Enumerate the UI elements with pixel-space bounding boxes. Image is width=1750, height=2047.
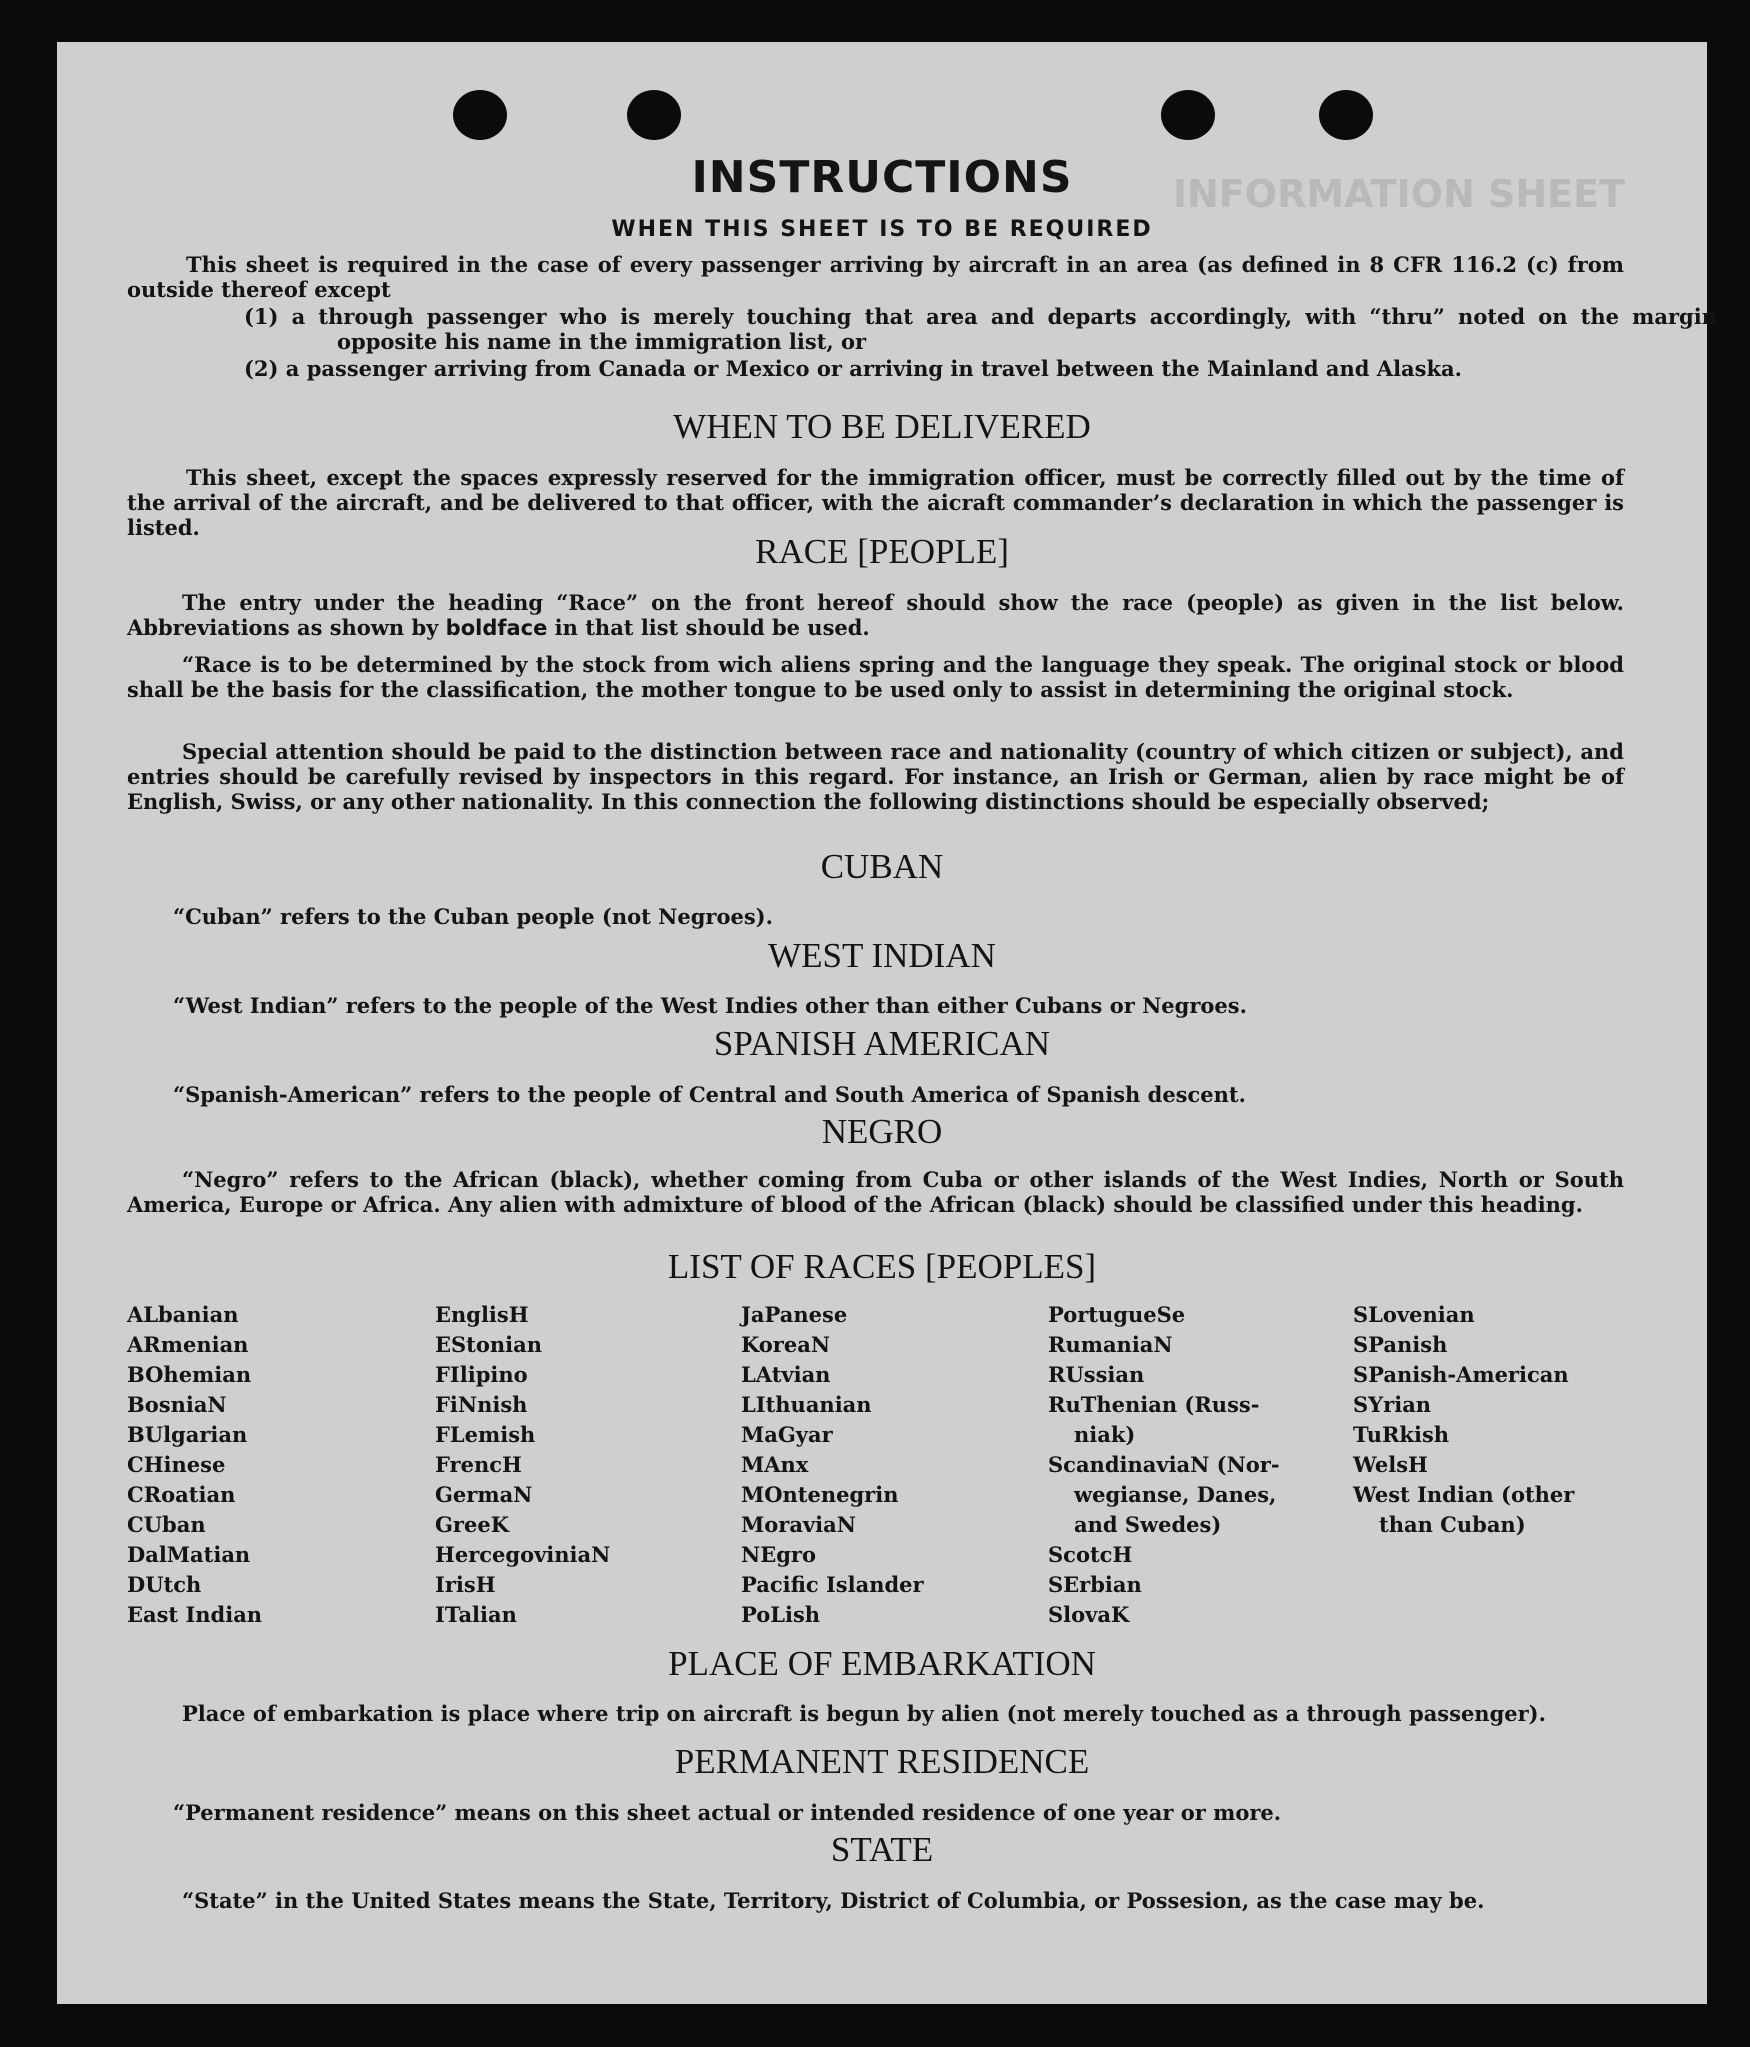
race-entry: ITalian bbox=[435, 1602, 517, 1627]
race-list-column-3 bbox=[741, 1300, 1041, 1630]
race-entry: SPanish-American bbox=[1353, 1362, 1569, 1387]
section-heading-negro: NEGRO bbox=[821, 1112, 943, 1151]
instruction-sheet bbox=[57, 42, 1717, 2004]
race-list-column-1 bbox=[127, 1300, 427, 1630]
punch-hole bbox=[1319, 90, 1373, 140]
section-heading-residence: PERMANENT RESIDENCE bbox=[674, 1742, 1090, 1781]
race-entry: CUban bbox=[127, 1512, 206, 1537]
punch-hole bbox=[453, 90, 507, 140]
punch-hole bbox=[1161, 90, 1215, 140]
race-entry: RumaniaN bbox=[1048, 1332, 1173, 1357]
race-list-column-5 bbox=[1353, 1300, 1653, 1540]
race-entry: PortugueSe bbox=[1048, 1302, 1186, 1327]
race-entry: ScandinaviaN (Nor- bbox=[1048, 1452, 1280, 1477]
race-paragraph-1: The entry under the heading “Race” on the front hereof should show the race (people) as given in the list below. Abbreviations as shown by boldface in that list should be used. bbox=[127, 590, 1624, 640]
race-entry: DalMatian bbox=[127, 1542, 251, 1567]
race-entry: SErbian bbox=[1048, 1572, 1142, 1597]
race-entry: wegianse, Danes, bbox=[1074, 1482, 1277, 1507]
race-entry: SLovenian bbox=[1353, 1302, 1475, 1327]
race-entry: than Cuban) bbox=[1379, 1512, 1526, 1537]
race-entry: SYrian bbox=[1353, 1392, 1432, 1417]
bleed-through-text: INFORMATION SHEET bbox=[1172, 172, 1625, 216]
race-entry: niak) bbox=[1074, 1422, 1136, 1447]
race-entry: BOhemian bbox=[127, 1362, 252, 1387]
page-title: INSTRUCTIONS bbox=[691, 152, 1073, 203]
race-entry: LIthuanian bbox=[741, 1392, 872, 1417]
race-entry: SPanish bbox=[1353, 1332, 1448, 1357]
race-entry: TuRkish bbox=[1353, 1422, 1450, 1447]
race-entry: ScotcH bbox=[1048, 1542, 1133, 1567]
race-entry: West Indian (other bbox=[1353, 1482, 1575, 1507]
race-entry: FIlipino bbox=[435, 1362, 528, 1387]
race-entry: DUtch bbox=[127, 1572, 202, 1597]
race-entry: JaPanese bbox=[741, 1302, 848, 1327]
race-entry: MOntenegrin bbox=[741, 1482, 899, 1507]
west-indian-text: “West Indian” refers to the people of the West Indies other than either Cubans or Negroes. bbox=[173, 993, 1247, 1018]
race-paragraph-3: Special attention should be paid to the distinction between race and nationality (country of which citizen or subject), and entries should be carefully revised by inspectors in this regard. For instance, an Irish or German, alien by race might be of English, Swiss, or any other nationality. In this connection the following distinctions should be especially observed; bbox=[127, 739, 1624, 814]
embarkation-text: Place of embarkation is place where trip on aircraft is begun by alien (not merely touched as a through passenger). bbox=[182, 1701, 1546, 1726]
race-entry: GermaN bbox=[435, 1482, 533, 1507]
race-entry: BUlgarian bbox=[127, 1422, 248, 1447]
race-entry: RuThenian (Russ- bbox=[1048, 1392, 1260, 1417]
race-entry: NEgro bbox=[741, 1542, 816, 1567]
state-text: “State” in the United States means the State, Territory, District of Columbia, or Possesion, as the case may be. bbox=[182, 1888, 1485, 1913]
race-entry: and Swedes) bbox=[1074, 1512, 1222, 1537]
race-entry: GreeK bbox=[435, 1512, 509, 1537]
race-entry: KoreaN bbox=[741, 1332, 831, 1357]
section-heading-delivered: WHEN TO BE DELIVERED bbox=[673, 407, 1091, 446]
section-heading-spanish-american: SPANISH AMERICAN bbox=[713, 1024, 1051, 1063]
race-entry: BosniaN bbox=[127, 1392, 227, 1417]
cuban-text: “Cuban” refers to the Cuban people (not Negroes). bbox=[173, 904, 773, 929]
race-entry: WelsH bbox=[1353, 1452, 1428, 1477]
race-entry: CHinese bbox=[127, 1452, 226, 1477]
race-entry: FiNnish bbox=[435, 1392, 528, 1417]
section-heading-state: STATE bbox=[830, 1830, 934, 1869]
race-entry: RUssian bbox=[1048, 1362, 1145, 1387]
section-heading-embarkation: PLACE OF EMBARKATION bbox=[668, 1644, 1096, 1683]
race-entry: HercegoviniaN bbox=[435, 1542, 611, 1567]
race-entry: CRoatian bbox=[127, 1482, 236, 1507]
race-list-column-2 bbox=[435, 1300, 735, 1630]
exception-1: (1) a through passenger who is merely touching that area and departs accordingly, with “thru” noted on the margin opposite his name in the immigration list, or bbox=[244, 304, 1717, 354]
page-subtitle: WHEN THIS SHEET IS TO BE REQUIRED bbox=[611, 217, 1153, 242]
race-entry: MoraviaN bbox=[741, 1512, 856, 1537]
negro-text: “Negro” refers to the African (black), whether coming from Cuba or other islands of the West Indies, North or South America, Europe or Africa. Any alien with admixture of blood of the African (black) should be classified under this heading. bbox=[127, 1167, 1624, 1217]
section-heading-list: LIST OF RACES [PEOPLES] bbox=[667, 1247, 1097, 1286]
race-entry: FrencH bbox=[435, 1452, 522, 1477]
race-entry: EStonian bbox=[435, 1332, 542, 1357]
race-entry: FLemish bbox=[435, 1422, 536, 1447]
intro-paragraph: This sheet is required in the case of every passenger arriving by aircraft in an area (as defined in 8 CFR 116.2 (c) from outside thereof except bbox=[127, 252, 1624, 302]
race-entry: ALbanian bbox=[127, 1302, 239, 1327]
race-entry: SlovaK bbox=[1048, 1602, 1130, 1627]
race-entry: IrisH bbox=[435, 1572, 496, 1597]
delivered-text: This sheet, except the spaces expressly reserved for the immigration officer, must be correctly filled out by the time of the arrival of the aircraft, and be delivered to that officer, with the aicraft commander’s declaration in which the passenger is listed. bbox=[127, 465, 1624, 540]
race-list-column-4 bbox=[1048, 1300, 1348, 1630]
race-entry: MAnx bbox=[741, 1452, 809, 1477]
punch-hole bbox=[627, 90, 681, 140]
spanish-american-text: “Spanish-American” refers to the people of Central and South America of Spanish descent. bbox=[173, 1082, 1246, 1107]
race-entry: East Indian bbox=[127, 1602, 263, 1627]
exception-2: (2) a passenger arriving from Canada or Mexico or arriving in travel between the Mainland and Alaska. bbox=[244, 356, 1462, 381]
race-paragraph-2: “Race is to be determined by the stock from wich aliens spring and the language they speak. The original stock or blood shall be the basis for the classification, the mother tongue to be used only to assist in determining the original stock. bbox=[127, 652, 1624, 702]
race-entry: ARmenian bbox=[127, 1332, 249, 1357]
race-entry: EnglisH bbox=[435, 1302, 529, 1327]
section-heading-race: RACE [PEOPLE] bbox=[755, 532, 1009, 571]
race-entry: MaGyar bbox=[741, 1422, 833, 1447]
section-heading-cuban: CUBAN bbox=[820, 847, 944, 886]
residence-text: “Permanent residence” means on this sheet actual or intended residence of one year or more. bbox=[173, 1800, 1282, 1825]
race-entry: Pacific Islander bbox=[741, 1572, 924, 1597]
race-entry: LAtvian bbox=[741, 1362, 831, 1387]
section-heading-west-indian: WEST INDIAN bbox=[768, 936, 996, 975]
race-entry: PoLish bbox=[741, 1602, 821, 1627]
